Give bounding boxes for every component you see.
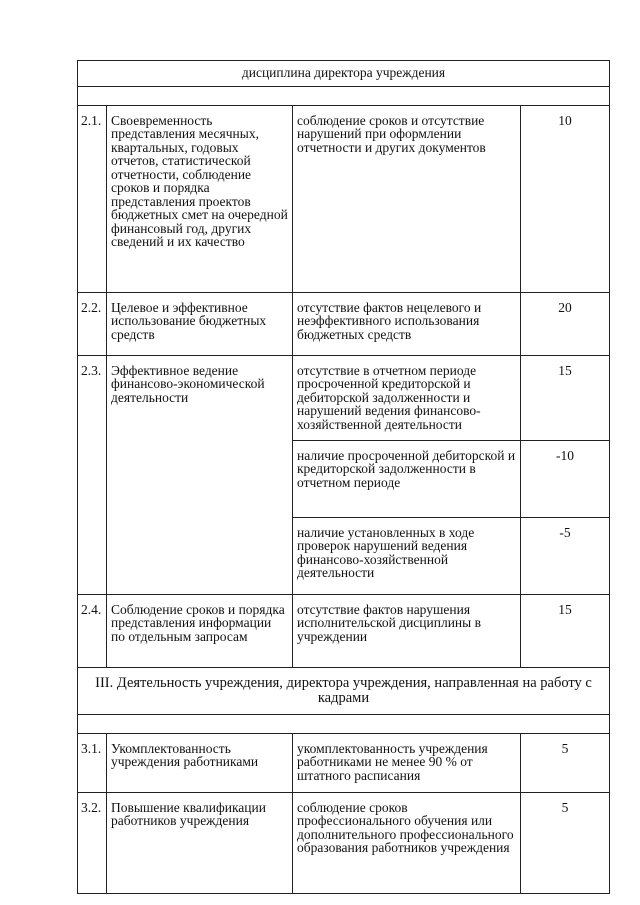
points-cell: 15 — [521, 355, 610, 440]
row-number: 3.2. — [78, 792, 107, 893]
criterion-cell: укомплектованность учреждения работниками не менее 90 % от штатного расписания — [293, 733, 521, 792]
table-row — [78, 594, 610, 667]
table-row — [78, 292, 610, 355]
criterion-cell: отсутствие фактов нарушения исполнительской дисциплины в учреждении — [293, 594, 521, 667]
row-number: 2.1. — [78, 105, 107, 292]
indicator-cell: Эффективное ведение финансово-экономической деятельности — [107, 355, 293, 594]
indicator-cell: Укомплектованность учреждения работниками — [107, 733, 293, 792]
section-header-row — [78, 61, 610, 87]
table-row — [78, 355, 610, 440]
table-row — [78, 792, 610, 893]
row-number: 2.2. — [78, 292, 107, 355]
points-cell: 15 — [521, 594, 610, 667]
spacer-cell — [78, 86, 610, 105]
row-number: 2.4. — [78, 594, 107, 667]
criterion-cell: наличие просроченной дебиторской и кредиторской задолженности в отчетном периоде — [293, 440, 521, 517]
criterion-cell: соблюдение сроков и отсутствие нарушений при оформлении отчетности и других документов — [293, 105, 521, 292]
criteria-table — [77, 60, 610, 894]
points-cell: 20 — [521, 292, 610, 355]
row-number: 2.3. — [78, 355, 107, 594]
spacer-row — [78, 86, 610, 105]
points-cell: -10 — [521, 440, 610, 517]
indicator-cell: Повышение квалификации работников учреждения — [107, 792, 293, 893]
section-header-row — [78, 667, 610, 714]
points-cell: -5 — [521, 517, 610, 594]
indicator-cell: Своевременность представления месячных, квартальных, годовых отчетов, статистической отчетности, соблюдение сроков и порядка представления проектов бюджетных смет на очередной финансовый год, других сведений и их качество — [107, 105, 293, 292]
criterion-cell: отсутствие в отчетном периоде просроченной кредиторской и дебиторской задолженности и нарушений ведения финансово-хозяйственной деятельности — [293, 355, 521, 440]
indicator-cell: Соблюдение сроков и порядка представления информации по отдельным запросам — [107, 594, 293, 667]
points-cell: 5 — [521, 733, 610, 792]
row-number: 3.1. — [78, 733, 107, 792]
spacer-row — [78, 714, 610, 733]
criterion-cell: наличие установленных в ходе проверок нарушений ведения финансово-хозяйственной деятельности — [293, 517, 521, 594]
criterion-cell: отсутствие фактов нецелевого и неэффективного использования бюджетных средств — [293, 292, 521, 355]
indicator-cell: Целевое и эффективное использование бюджетных средств — [107, 292, 293, 355]
points-cell: 10 — [521, 105, 610, 292]
points-cell: 5 — [521, 792, 610, 893]
spacer-cell — [78, 714, 610, 733]
section3-header: III. Деятельность учреждения, директора учреждения, направленная на работу с кадрами — [78, 667, 610, 714]
criterion-cell: соблюдение сроков профессионального обучения или дополнительного профессионального образования работников учреждения — [293, 792, 521, 893]
table-row — [78, 105, 610, 292]
section-header: дисциплина директора учреждения — [78, 61, 610, 87]
table-row — [78, 733, 610, 792]
